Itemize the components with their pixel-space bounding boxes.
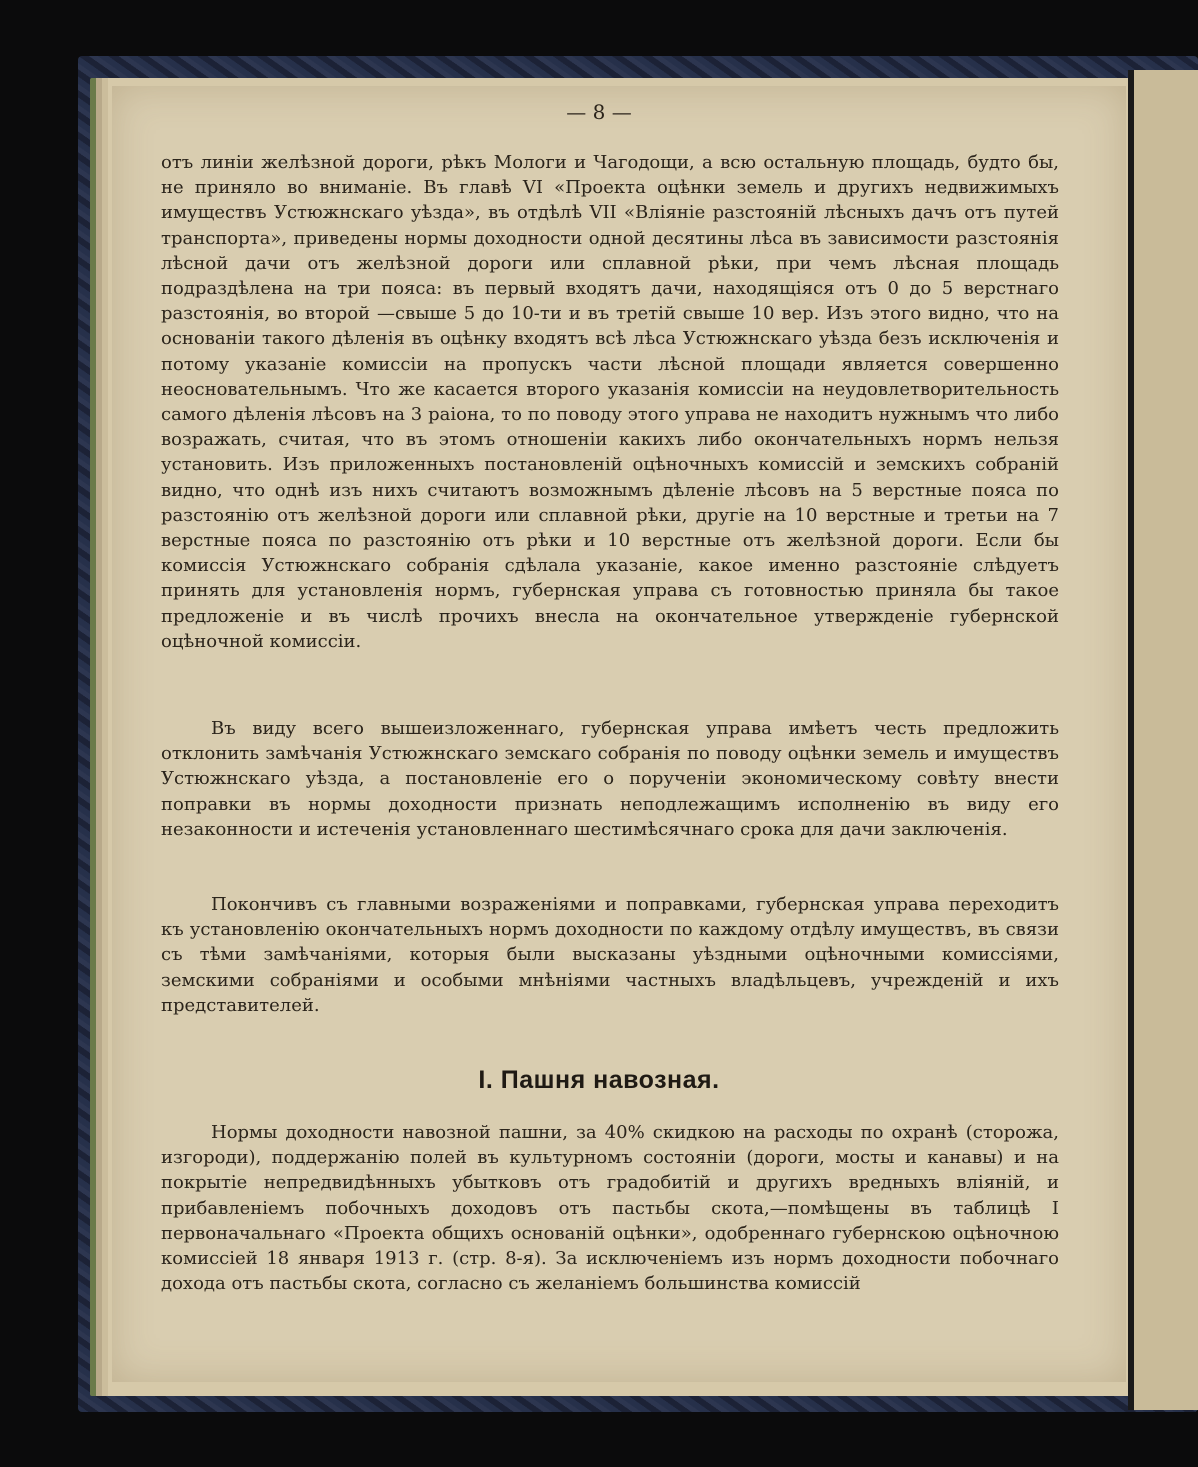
- section-paragraph: Нормы доходности навозной пашни, за 40% скидкою на расходы по охранѣ (сторожа, изгороди), поддержанію полей въ культурномъ состояніи (дороги, мосты и канавы) и на покрытіе непредвидѣнныхъ убытковъ отъ градобитій и другихъ вредныхъ вліяній, и прибавленіемъ побочныхъ доходовъ отъ пастьбы скота,—помѣщены въ таблицѣ I первоначальнаго «Проекта общихъ основаній оцѣнки», одобреннаго губернскою оцѣночною комиссіей 18 января 1913 г. (стр. 8-я). За исключеніемъ изъ нормъ доходности побочнаго дохода отъ пастьбы скота, согласно съ желаніемъ большинства комиссій: [161, 1122, 1059, 1295]
- page-number: — 8 —: [566, 100, 632, 124]
- paragraph-3: Покончивъ съ главными возраженіями и поправками, губернская управа переходитъ къ установленію окончательныхъ нормъ доходности по каждому отдѣлу имуществъ, въ связи съ тѣми замѣчаніями, которыя были высказаны уѣздными оцѣночными комиссіями, земскими собраніями и особыми мнѣніями частныхъ владѣльцевъ, учрежденій и ихъ представителей.: [161, 894, 1059, 1016]
- facing-page-edge: [1128, 70, 1198, 1410]
- paragraph-1: отъ линіи желѣзной дороги, рѣкъ Мологи и Чагодощи, а всю остальную площадь, будто бы, не приняло во вниманіе. Въ главѣ VI «Проекта оцѣнки земель и другихъ недвижимыхъ имуществъ Устюжнскаго уѣзда», въ отдѣлѣ VII «Вліяніе разстояній лѣсныхъ дачъ отъ путей транспорта», приведены нормы доходности одной десятины лѣса въ зависимости разстоянія лѣсной дачи отъ желѣзной дороги или сплавной рѣки, при чемъ лѣсная площадь подраздѣлена на три пояса: въ первый входятъ дачи, находящіяся отъ 0 до 5 верстнаго разстоянія, во второй —свыше 5 до 10-ти и въ третій свыше 10 вер. Изъ этого видно, что на основаніи такого дѣленія въ оцѣнку входятъ всѣ лѣса Устюжнскаго уѣзда безъ исключенія и потому указаніе комиссіи на пропускъ части лѣсной площади является совершенно неосновательнымъ. Что же касается второго указанія комиссіи на неудовлетворительность самого дѣленія лѣсовъ на 3 раіона, то по поводу этого управа не находитъ нужнымъ что либо возражать, считая, что въ этомъ отношеніи какихъ либо окончательныхъ нормъ нельзя установить. Изъ приложенныхъ постановленій оцѣночныхъ комиссій и земскихъ собраній видно, что однѣ изъ нихъ считаютъ возможнымъ дѣленіе лѣсовъ на 5 верстные пояса по разстоянію отъ желѣзной дороги или сплавной рѣки, другіе на 10 верстные и третьи на 7 верстные пояса по разстоянію отъ рѣки и 10 верстные отъ желѣзной дороги. Если бы комиссія Устюжнскаго собранія сдѣлала указаніе, какое именно разстояніе слѣдуетъ принять для установленія нормъ, губернская управа съ готовностью приняла бы такое предложеніе и въ числѣ прочихъ внесла на окончательное утвержденіе губернской оцѣночной комиссіи.: [161, 152, 1059, 652]
- paragraph-2: Въ виду всего вышеизложеннаго, губернская управа имѣетъ честь предложить отклонить замѣчанія Устюжнскаго земскаго собранія по поводу оцѣнки земель и имуществъ Устюжнскаго уѣзда, а постановленіе его о порученіи экономическому совѣту внести поправки въ нормы доходности признать неподлежащимъ исполненію въ виду его незаконности и истеченія установленнаго шестимѣсячнаго срока для дачи заключенія.: [161, 718, 1059, 840]
- section-heading: I. Пашня навозная.: [478, 1066, 720, 1094]
